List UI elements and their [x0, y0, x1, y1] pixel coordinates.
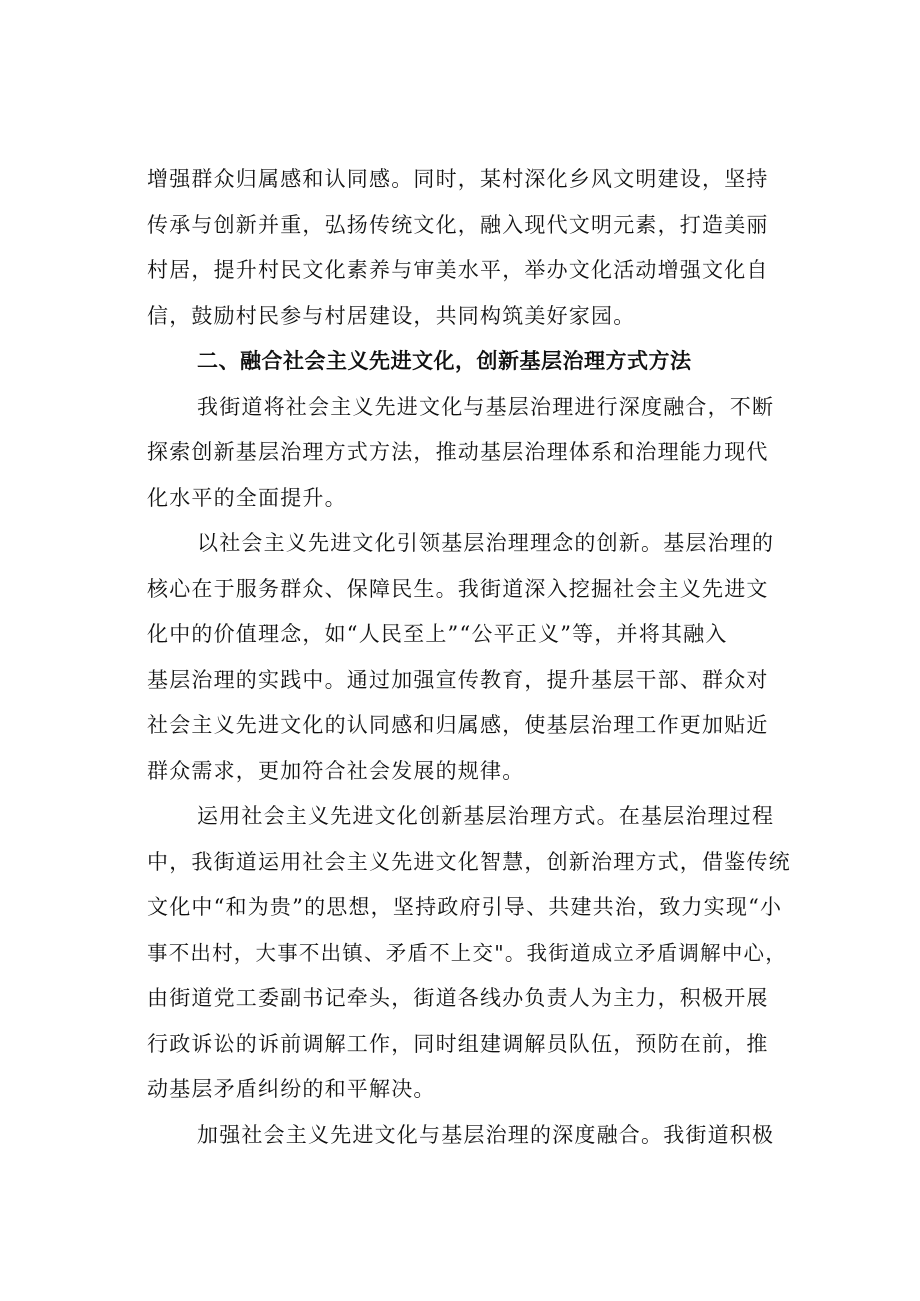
body-line: 村居，提升村民文化素养与审美水平，举办文化活动增强文化自 [147, 258, 769, 282]
body-line: 社会主义先进文化的认同感和归属感，使基层治理工作更加贴近 [147, 713, 769, 737]
body-line: 化中的价值理念，如“人民至上”“公平正义”等，并将其融入 [147, 622, 728, 646]
body-line: 由街道党工委副书记牵头，街道各线办负责人为主力，积极开展 [147, 986, 769, 1010]
body-line: 事不出村，大事不出镇、矛盾不上交"。我街道成立矛盾调解中心， [147, 940, 787, 965]
body-line: 化水平的全面提升。 [147, 485, 347, 510]
section-heading: 二、融合社会主义先进文化，创新基层治理方式方法 [197, 349, 692, 373]
body-line: 文化中“和为贵”的思想，坚持政府引导、共建共治，致力实现“小 [147, 895, 783, 919]
body-line: 我街道将社会主义先进文化与基层治理进行深度融合，不断 [197, 394, 775, 419]
body-line: 探索创新基层治理方式方法，推动基层治理体系和治理能力现代 [147, 440, 769, 464]
body-line: 群众需求，更加符合社会发展的规律。 [147, 758, 525, 783]
body-line: 中，我街道运用社会主义先进文化智慧，创新治理方式，借鉴传统 [147, 849, 791, 874]
body-line: 信，鼓励村民参与村居建设，共同构筑美好家园。 [147, 303, 636, 328]
body-line: 动基层矛盾纠纷的和平解决。 [147, 1077, 436, 1101]
body-line: 加强社会主义先进文化与基层治理的深度融合。我街道积极 [197, 1122, 775, 1147]
body-line: 以社会主义先进文化引领基层治理理念的创新。基层治理的 [197, 531, 775, 555]
document-body [147, 157, 799, 1158]
body-line: 增强群众归属感和认同感。同时，某村深化乡风文明建设，坚持 [147, 167, 769, 191]
body-line: 核心在于服务群众、保障民生。我街道深入挖掘社会主义先进文 [147, 576, 769, 601]
body-line: 传承与创新并重，弘扬传统文化，融入现代文明元素，打造美丽 [147, 212, 769, 237]
body-line: 行政诉讼的诉前调解工作，同时组建调解员队伍，预防在前，推 [147, 1031, 769, 1056]
body-line: 基层治理的实践中。通过加强宣传教育，提升基层干部、群众对 [147, 667, 769, 692]
body-line: 运用社会主义先进文化创新基层治理方式。在基层治理过程 [197, 804, 775, 828]
